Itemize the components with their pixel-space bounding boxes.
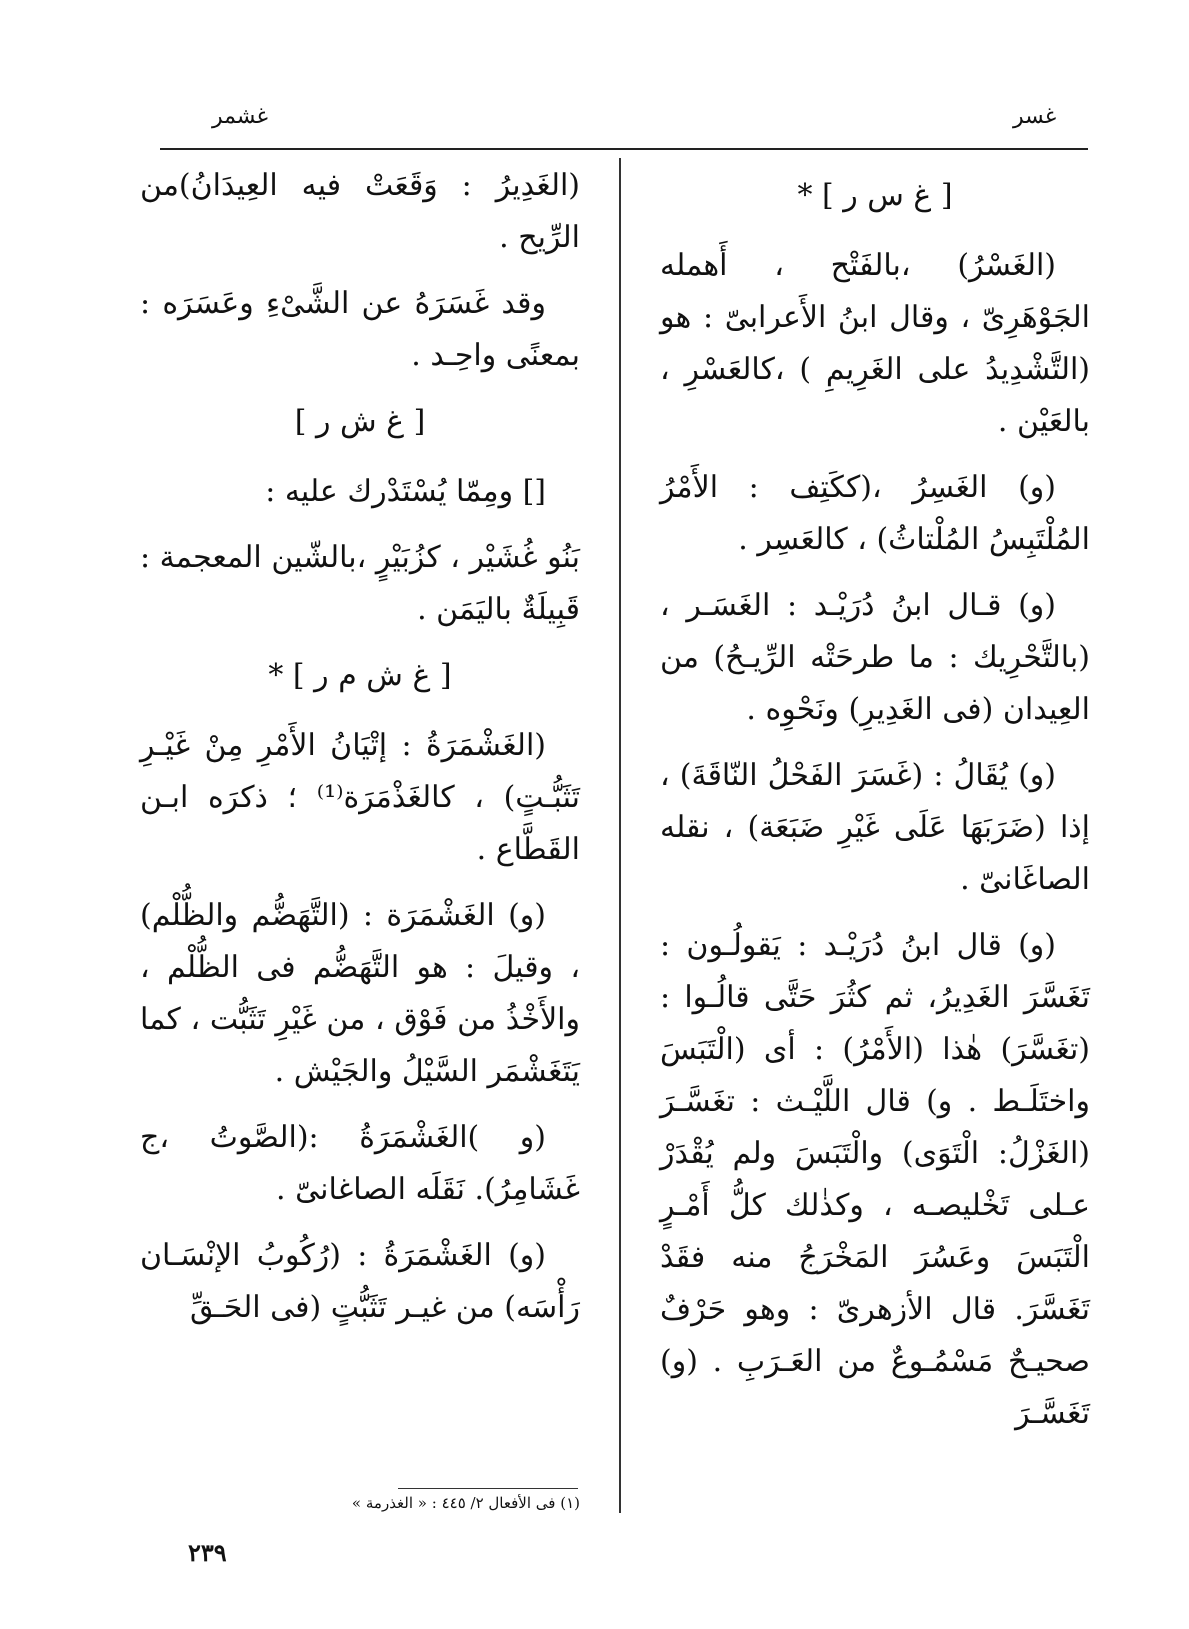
entry-paragraph: (الغَسْرُ) ،بالفَتْح ، أَهمله الجَوْهَرِىّ ، وقال ابنُ الأَعرابىّ : هو (التَّشْدِيدُ على الغَرِيمِ ) ،كالعَسْرِ ، بالعَيْن . — [660, 248, 1090, 439]
entry-heading: [ غ ش م ر ] * — [268, 658, 452, 693]
page-number: ٢٣٩ — [188, 1538, 227, 1567]
column-divider — [619, 158, 621, 1513]
continued-text: (الغَدِيرُ : وَقَعَتْ فيه العِيدَانُ)من الرِّيح . — [140, 168, 580, 255]
entry-paragraph: بَنُو غُشَيْر ، كزُبَيْرٍ ،بالشّين المعجمة : قَبِيلَةٌ باليَمَن . — [140, 540, 580, 627]
entry-paragraph: (و) قال ابنُ دُرَيْـد : يَقولُـون : تَغَسَّرَ الغَدِيرُ، ثم كثُرَ حَتَّى قالُـوا : (تغَسَّرَ) هٰذا (الأَمْرُ) : أى (الْتَبَسَ واختَلَـط . و) قال اللَّيْـث : تغَسَّـرَ (الغَزْلُ: الْتَوَى) والْتَبَسَ ولم يُقْدَرْ عـلى تَخْليصـه ، وكذٰلك كلُّ أَمْـرٍ الْتَبَسَ وعَسُرَ المَخْرَجُ منه فقَدْ تَغَسَّرَ. قال الأزهرىّ : وهو حَرْفٌ صحيـحٌ مَسْمُـوعٌ من العَـرَبِ . (و) تَغَسَّـرَ — [660, 928, 1090, 1431]
right-column — [660, 160, 1090, 1454]
entry-paragraph: (و) قـال ابنُ دُرَيْـد : الغَسَـر ، (بالتَّحْرِيك : ما طرحَتْه الرِّيـحُ) من العِيدان (فى الغَدِيرِ) ونَحْوِه . — [660, 588, 1090, 727]
running-header-right: غسر — [1013, 104, 1057, 129]
entry-heading: [ غ س ر ] * — [797, 178, 953, 213]
entry-paragraph: (و) الغَشْمَرَة : (التَّهَضُّم والظُّلْم) ، وقيلَ : هو التَّهَضُّم فى الظُّلْم ، والأَخْذُ من فَوْق ، من غَيْرِ تَثَبُّت ، كما يَتَغَشْمَر السَّيْلُ والجَيْش . — [140, 898, 580, 1089]
left-column — [140, 160, 580, 1348]
entry-paragraph: (و) الغَسِرُ ،(ككَتِف : الأَمْرُ المُلْتَبِسُ المُلْتاثُ) ، كالعَسِر . — [660, 470, 1090, 557]
running-header-left: غشمر — [212, 104, 268, 129]
entry-paragraph: (الغَشْمَرَةُ : إتْيَانُ الأَمْرِ مِنْ غَيْـرِ تَثَبُّـتٍ) ، كالغَذْمَرَة⁽¹⁾ ؛ ذكرَه ابـن القَطَّاع . — [140, 728, 580, 867]
entry-heading: [ غ ش ر ] — [294, 404, 426, 439]
entry-paragraph: (و )الغَشْمَرَةُ :(الصَّوتُ ،ج غَشَامِرُ). نَقَلَه الصاغانىّ . — [140, 1120, 580, 1207]
entry-paragraph: (و) الغَشْمَرَةُ : (رُكُوبُ الإنْسَـان رَأْسَه) من غيـر تَثَبُّتٍ (فى الحَـقِّ — [140, 1238, 580, 1325]
footnote-rule — [398, 1488, 578, 1489]
entry-paragraph: وقد غَسَرَهُ عن الشَّىْءِ وعَسَرَه : بمعنًى واحِـد . — [140, 286, 580, 373]
entry-paragraph: (و) يُقَالُ : (غَسَرَ الفَحْلُ النّاقَةَ) ، إذا (ضَرَبَهَا عَلَى غَيْرِ ضَبَعَة) ، نقله الصاغَانىّ . — [660, 758, 1090, 897]
entry-paragraph: [] ومِمّا يُسْتَدْرك عليه : — [265, 474, 546, 509]
footnote: (١) فى الأفعال ٢/ ٤٤٥ : « الغذرمة » — [351, 1494, 580, 1512]
header-rule — [160, 148, 1088, 150]
